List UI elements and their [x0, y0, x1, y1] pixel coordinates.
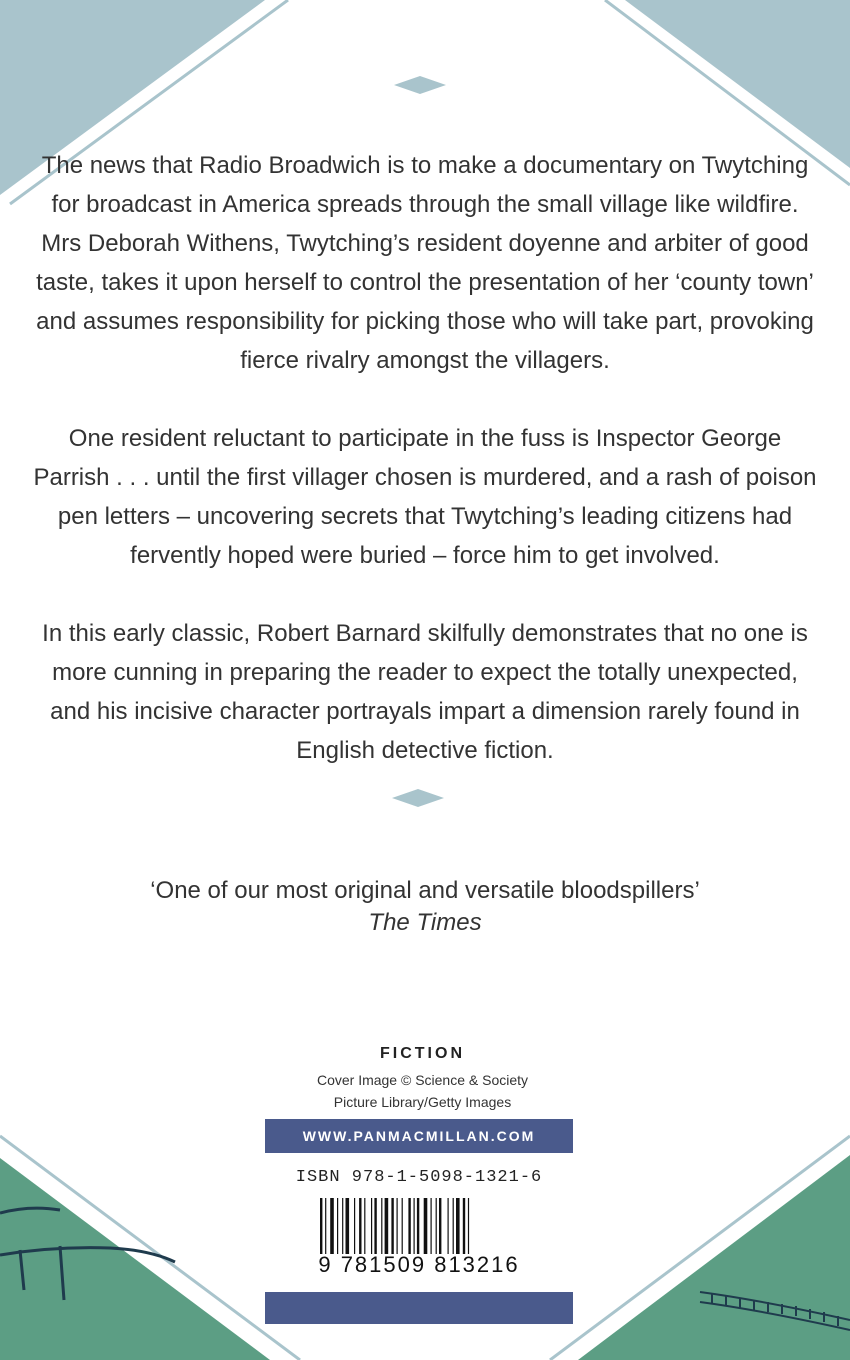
top-diamond-ornament — [394, 76, 446, 94]
review-source: The Times — [368, 909, 482, 936]
barcode-digits: 9 781509 813216 — [318, 1252, 520, 1277]
genre-label: FICTION — [380, 1045, 465, 1062]
blurb-paragraph-2: One resident reluctant to participate in the fuss is Inspector George Parrish . . . until the first villager chosen is murdered, and a rash of poison pen letters – uncovering secrets that Twytching’s leading citizens had fervently hoped were buried – force him to get involved. — [33, 425, 817, 569]
cover-credit-line-1: Cover Image © Science & Society — [316, 1072, 529, 1088]
blurb-paragraph-3: In this early classic, Robert Barnard skilfully demonstrates that no one is more cunning in preparing the reader to expect the totally unexpected, and his incisive character portrayals impart a dimension rarely found in English detective fiction. — [42, 620, 808, 764]
isbn-label: ISBN 978-1-5098-1321-6 — [295, 1168, 543, 1187]
middle-diamond-ornament — [392, 789, 444, 807]
publisher-website[interactable]: WWW.PANMACMILLAN.COM — [265, 1119, 573, 1153]
blurb-paragraph-1: The news that Radio Broadwich is to make a documentary on Twytching for broadcast in America spreads through the small village like wildfire. Mrs Deborah Withens, Twytching’s resident doyenne and arbiter of good taste, takes it upon herself to control the presentation of her ‘county town’ and assumes responsibility for picking those who will take part, provoking fierce rivalry amongst the villagers. — [36, 152, 814, 374]
price-bar — [265, 1292, 573, 1324]
review-quote: ‘One of our most original and versatile bloodspillers’ — [150, 877, 700, 904]
isbn-barcode-block — [288, 1160, 550, 1288]
barcode-image — [320, 1198, 518, 1254]
cover-credit-line-2: Picture Library/Getty Images — [333, 1094, 512, 1110]
